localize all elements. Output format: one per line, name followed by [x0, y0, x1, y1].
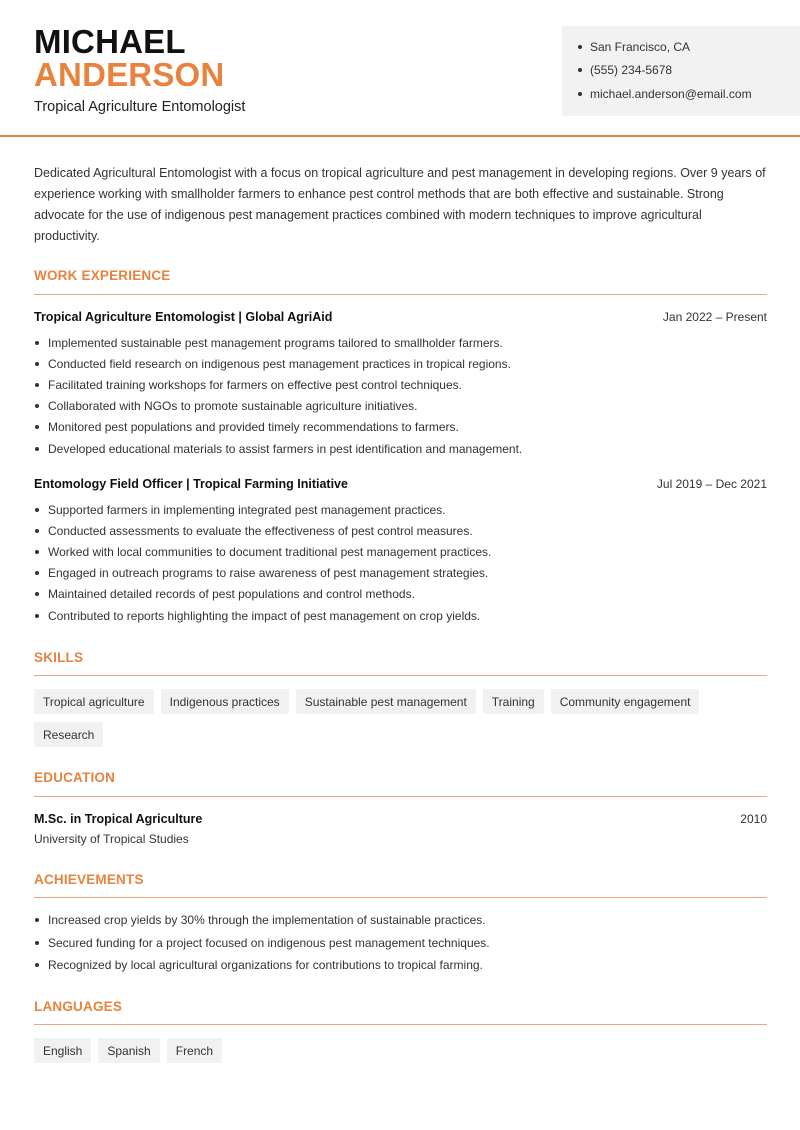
contact-location: San Francisco, CA [578, 40, 690, 54]
resume-header [0, 0, 800, 137]
list-item: Supported farmers in implementing integrated pest management practices. [34, 499, 767, 520]
section-title-achievements: ACHIEVEMENTS [34, 872, 144, 887]
contact-phone: (555) 234-5678 [578, 63, 672, 77]
job-dates: Jul 2019 – Dec 2021 [656, 477, 767, 491]
bullet-icon [35, 592, 39, 596]
bullet-icon [35, 571, 39, 575]
job-role: Entomology Field Officer | Tropical Farming Initiative [34, 477, 348, 491]
language-chip: Spanish [98, 1038, 159, 1063]
section-divider [34, 294, 767, 295]
contact-email[interactable]: michael.anderson@email.com [578, 87, 752, 101]
bullet-icon [35, 614, 39, 618]
bullet-icon [578, 68, 582, 72]
job-dates: Jan 2022 – Present [662, 310, 767, 324]
bullet-icon [35, 425, 39, 429]
section-divider [34, 675, 767, 676]
achievements-list [34, 909, 767, 977]
section-title-skills: SKILLS [34, 650, 84, 665]
languages-list [34, 1038, 767, 1063]
list-item: Monitored pest populations and provided timely recommendations to farmers. [34, 417, 767, 438]
list-item: Engaged in outreach programs to raise awareness of pest management strategies. [34, 563, 767, 584]
list-item: Contributed to reports highlighting the impact of pest management on crop yields. [34, 605, 767, 626]
bullet-icon [35, 508, 39, 512]
list-item: Recognized by local agricultural organizations for contributions to tropical farming. [34, 954, 767, 977]
graduation-year: 2010 [740, 812, 767, 826]
last-name: ANDERSON [34, 56, 225, 93]
list-item: Secured funding for a project focused on indigenous pest management techniques. [34, 932, 767, 955]
bullet-icon [35, 341, 39, 345]
bullet-icon [35, 941, 39, 945]
degree: M.Sc. in Tropical Agriculture [34, 812, 203, 826]
skill-chip: Sustainable pest management [296, 689, 476, 714]
section-divider [34, 1024, 767, 1025]
bullet-icon [35, 404, 39, 408]
list-item: Facilitated training workshops for farmers on effective pest control techniques. [34, 374, 767, 395]
list-item: Worked with local communities to document traditional pest management practices. [34, 541, 767, 562]
job-bullets [34, 499, 767, 626]
job-bullets [34, 332, 767, 459]
skill-chip: Indigenous practices [161, 689, 289, 714]
section-title-languages: LANGUAGES [34, 999, 123, 1014]
list-item: Implemented sustainable pest management programs tailored to smallholder farmers. [34, 332, 767, 353]
skill-chip: Community engagement [551, 689, 700, 714]
section-divider [34, 897, 767, 898]
section-title-work: WORK EXPERIENCE [34, 268, 171, 283]
bullet-icon [578, 45, 582, 49]
job-header [34, 310, 767, 324]
list-item: Maintained detailed records of pest populations and control methods. [34, 584, 767, 605]
school-name: University of Tropical Studies [34, 832, 189, 846]
bullet-icon [35, 963, 39, 967]
language-chip: French [167, 1038, 222, 1063]
skills-list [34, 689, 767, 747]
list-item: Conducted assessments to evaluate the effectiveness of pest control measures. [34, 520, 767, 541]
list-item: Collaborated with NGOs to promote sustainable agriculture initiatives. [34, 396, 767, 417]
bullet-icon [35, 447, 39, 451]
bullet-icon [35, 529, 39, 533]
job-role: Tropical Agriculture Entomologist | Global AgriAid [34, 310, 333, 324]
contact-box [562, 26, 800, 116]
summary: Dedicated Agricultural Entomologist with a focus on tropical agriculture and pest management in developing regions. Over 9 years of experience working with smallholder farmers to enhance pest control methods that are both effective and sustainable. Strong advocate for the use of indigenous pest management practices combined with modern techniques to improve agricultural productivity. [34, 166, 766, 243]
job-title: Tropical Agriculture Entomologist [34, 99, 246, 115]
section-title-education: EDUCATION [34, 770, 116, 785]
list-item: Developed educational materials to assist farmers in pest identification and management. [34, 438, 767, 459]
education-header [34, 812, 767, 826]
skill-chip: Research [34, 722, 103, 747]
language-chip: English [34, 1038, 91, 1063]
skill-chip: Training [483, 689, 544, 714]
bullet-icon [35, 383, 39, 387]
section-divider [34, 796, 767, 797]
bullet-icon [578, 92, 582, 96]
job-header [34, 477, 767, 491]
bullet-icon [35, 362, 39, 366]
list-item: Increased crop yields by 30% through the implementation of sustainable practices. [34, 909, 767, 932]
bullet-icon [35, 550, 39, 554]
list-item: Conducted field research on indigenous pest management practices in tropical regions. [34, 353, 767, 374]
skill-chip: Tropical agriculture [34, 689, 154, 714]
first-name: MICHAEL [34, 23, 186, 60]
bullet-icon [35, 918, 39, 922]
